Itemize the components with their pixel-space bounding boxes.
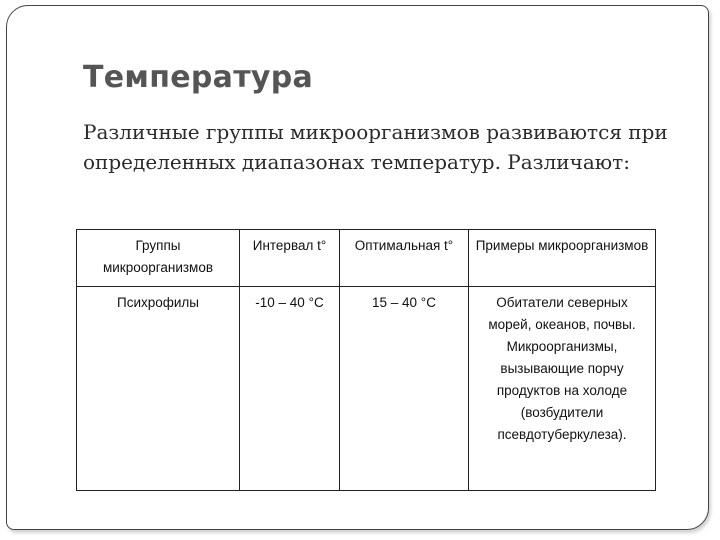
table-header-row (77, 230, 656, 287)
header-group: Группы микроорганизмов (77, 230, 240, 287)
cell-examples: Обитатели северных морей, океанов, почвы. Микроорганизмы, вызывающие порчу продуктов на холоде (возбудители псевдотуберкулеза). (469, 287, 656, 491)
cell-interval: -10 – 40 °C (240, 287, 340, 491)
table-row (77, 287, 656, 491)
header-interval: Интервал t° (240, 230, 340, 287)
slide-title: Температура (83, 60, 314, 95)
cell-group: Психрофилы (77, 287, 240, 491)
microorganism-temperature-table (76, 229, 656, 491)
header-examples: Примеры микроорганизмов (469, 230, 656, 287)
header-optimal: Оптимальная t° (340, 230, 469, 287)
slide-body-text: Различные группы микроорганизмов развиваются при определенных диапазонах температур. Различают: (83, 120, 668, 174)
cell-optimal: 15 – 40 °C (340, 287, 469, 491)
